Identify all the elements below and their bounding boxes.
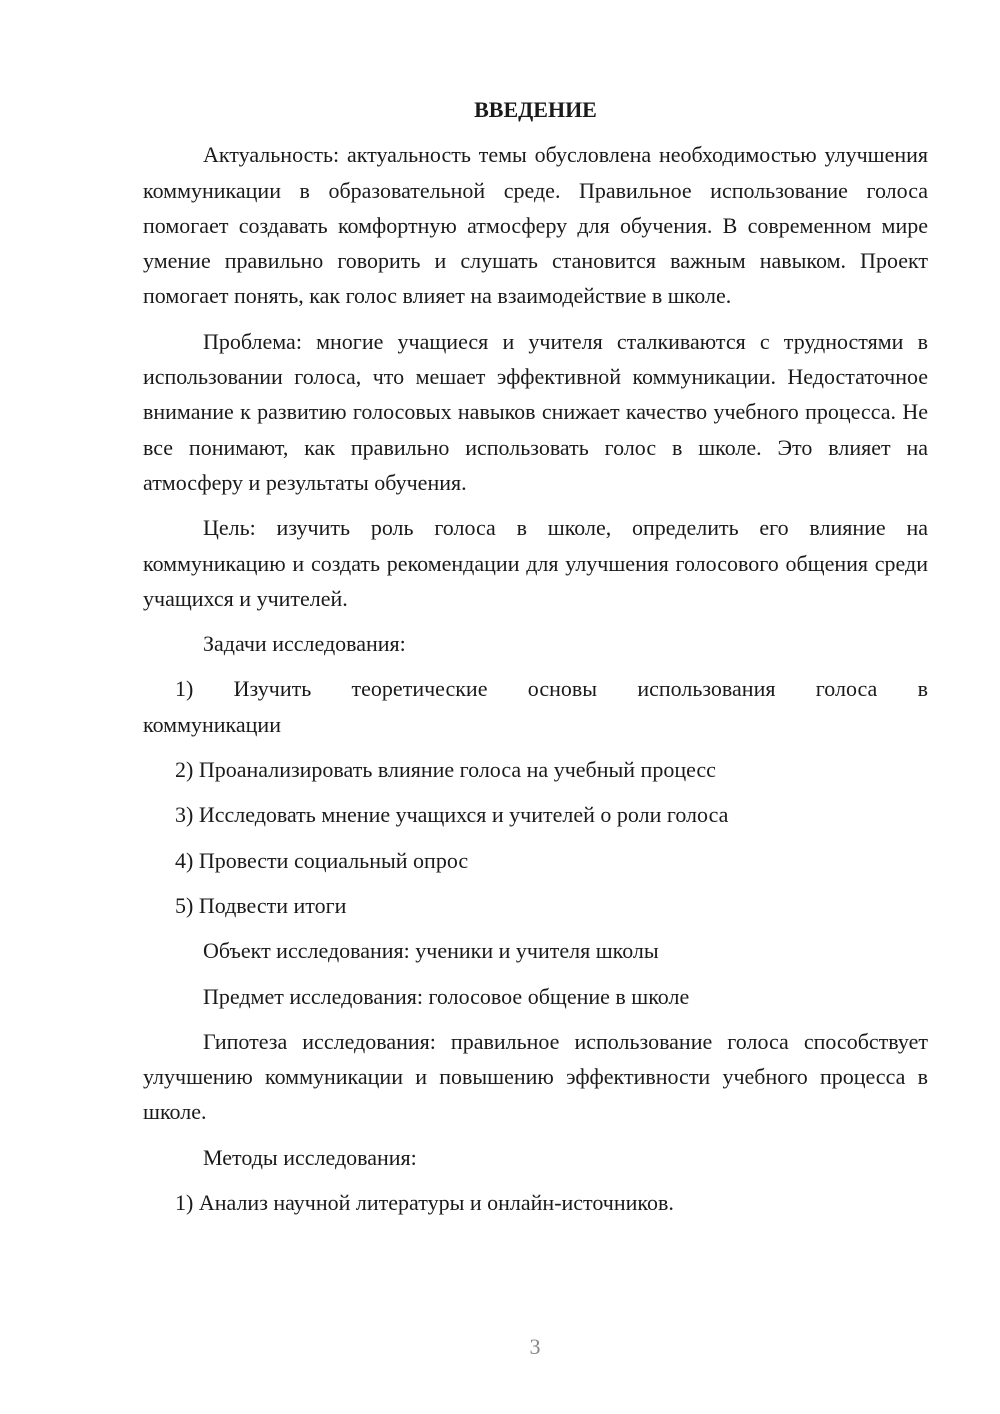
goal-paragraph: Цель: изучить роль голоса в школе, определить его влияние на коммуникацию и создать рекомендации для улучшения голосового общения среди учащихся и учителей. — [143, 515, 928, 611]
methods-heading: Методы исследования: — [203, 1144, 417, 1170]
page-content — [143, 92, 928, 1230]
hypothesis-paragraph: Гипотеза исследования: правильное использование голоса способствует улучшению коммуникации и повышению эффективности учебного процесса в школе. — [143, 1028, 928, 1125]
task-item-1-line-2: коммуникации — [143, 711, 281, 737]
tasks-heading: Задачи исследования: — [203, 631, 406, 657]
task-item-4: 4) Провести социальный опрос — [175, 847, 469, 873]
task-item-1-line-1: 1) Изучить теоретические основы использования голоса в — [175, 676, 928, 702]
relevance-paragraph: Актуальность: актуальность темы обусловлена необходимостью улучшения коммуникации в образовательной среде. Правильное использование голоса помогает создавать комфортную атмосферу для обучения. В современном мире умение правильно говорить и слушать становится важным навыком. Проект помогает понять, как голос влияет на взаимодействие в школе. — [143, 142, 928, 309]
task-item-1 — [143, 671, 928, 742]
task-item-5: 5) Подвести итоги — [175, 892, 347, 918]
page-number: 3 — [529, 1334, 541, 1359]
task-item-3: 3) Исследовать мнение учащихся и учителей о роли голоса — [175, 802, 729, 828]
page-title: ВВЕДЕНИЕ — [474, 97, 597, 122]
method-item-1: 1) Анализ научной литературы и онлайн-источников. — [175, 1190, 674, 1216]
task-item-2: 2) Проанализировать влияние голоса на учебный процесс — [175, 757, 716, 783]
subject-line: Предмет исследования: голосовое общение в школе — [203, 983, 690, 1009]
object-line: Объект исследования: ученики и учителя школы — [203, 938, 659, 964]
problem-paragraph: Проблема: многие учащиеся и учителя сталкиваются с трудностями в использовании голоса, что мешает эффективной коммуникации. Недостаточное внимание к развитию голосовых навыков снижает качество учебного процесса. Не все понимают, как правильно использовать голос в школе. Это влияет на атмосферу и результаты обучения. — [143, 328, 928, 495]
